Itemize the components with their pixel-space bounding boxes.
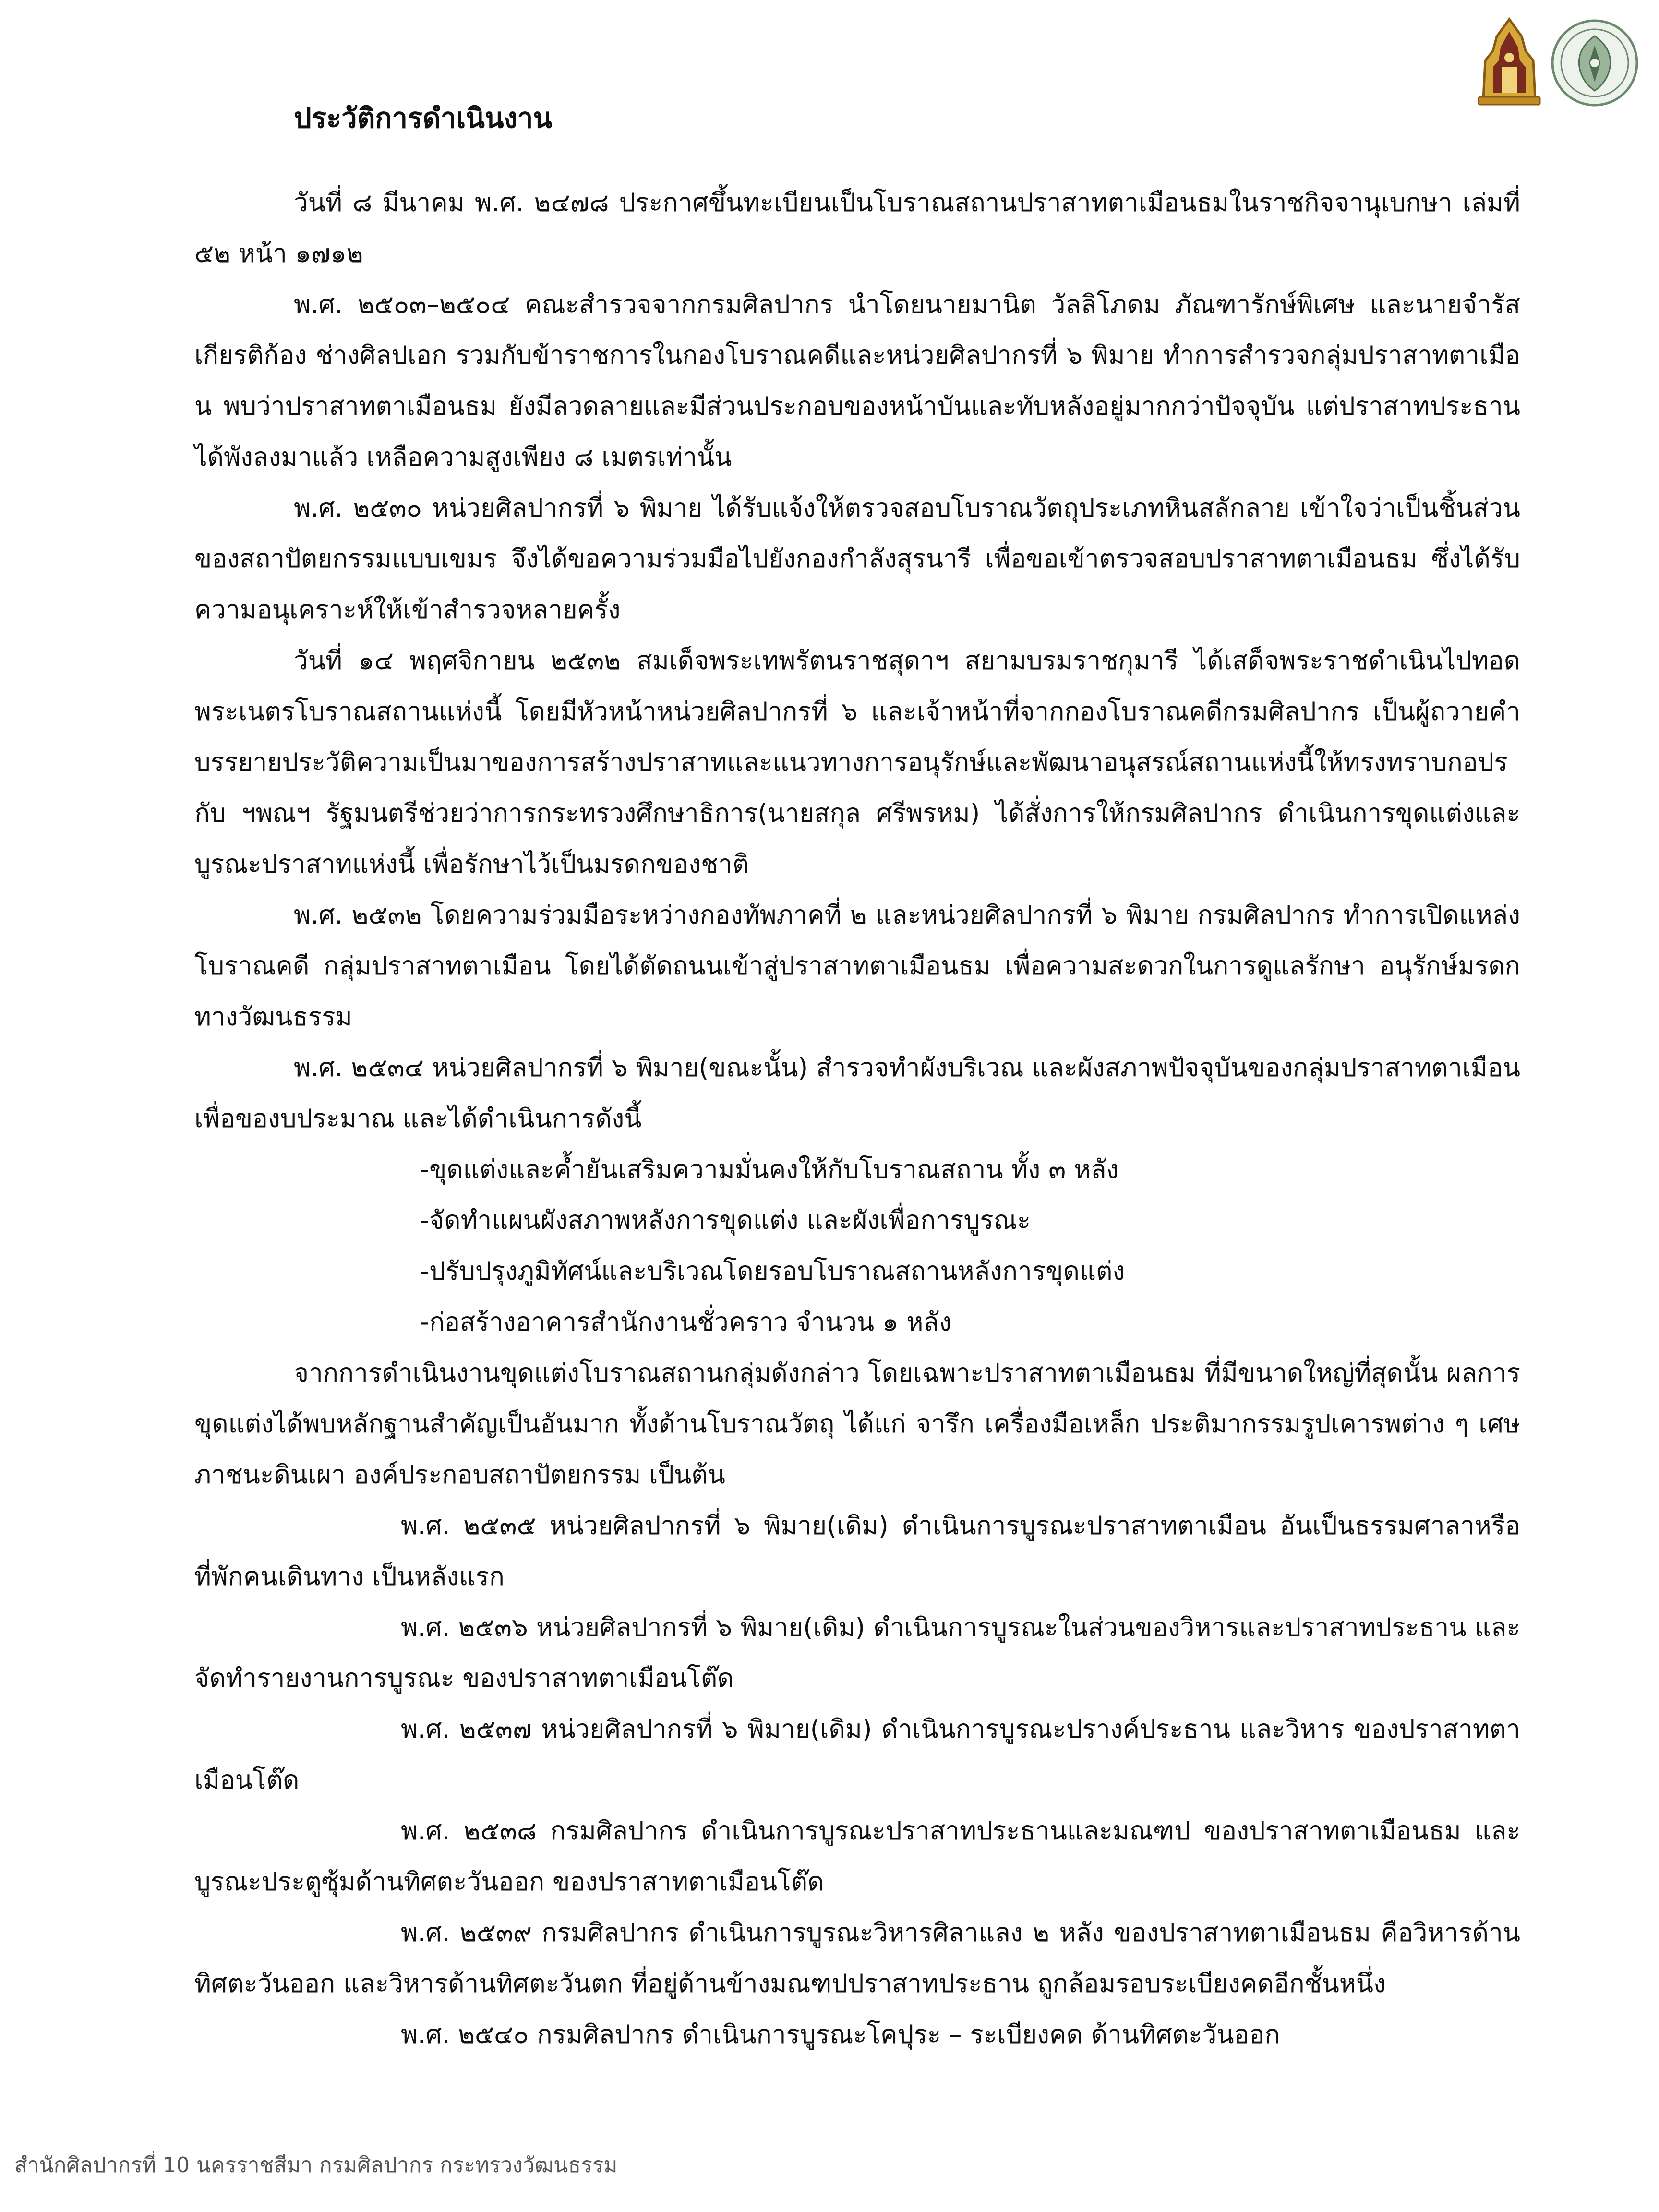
page-footer: สำนักศิลปากรที่ 10 นครราชสีมา กรมศิลปากร กระทรวงวัฒนธรรม xyxy=(14,2153,618,2177)
document-body xyxy=(194,178,1520,2060)
list-item: -จัดทำแผนผังสภาพหลังการขุดแต่ง และผังเพื่อการบูรณะ xyxy=(420,1206,1031,1235)
paragraph-survey-2503: พ.ศ. ๒๕๐๓–๒๕๐๔ คณะสำรวจจากกรมศิลปากร นำโดยนายมานิต วัลลิโภดม ภัณฑารักษ์พิเศษ และนายจำรัส เกียรติก้อง ช่างศิลปเอก รวมกับข้าราชการในกองโบราณคดีและหน่วยศิลปากรที่ ๖ พิมาย ทำการสำรวจกลุ่มปราสาทตาเมือน พบว่าปราสาทตาเมือนธม ยังมีลวดลายและมีส่วนประกอบของหน้าบันและทับหลังอยู่มากกว่าปัจจุบัน แต่ปราสาทประธานได้พังลงมาแล้ว เหลือความสูงเพียง ๘ เมตรเท่านั้น xyxy=(194,290,1520,472)
page-title: ประวัติการดำเนินงาน xyxy=(294,102,553,134)
paragraph-royal-visit: วันที่ ๑๔ พฤศจิกายน ๒๕๓๒ สมเด็จพระเทพรัตนราชสุดาฯ สยามบรมราชกุมารี ได้เสด็จพระราชดำเนินไปทอดพระเนตรโบราณสถานแห่งนี้ โดยมีหัวหน้าหน่วยศิลปากรที่ ๖ และเจ้าหน้าที่จากกองโบราณคดีกรมศิลปากร เป็นผู้ถวายคำบรรยายประวัติความเป็นมาของการสร้างปราสาทและแนวทางการอนุรักษ์และพัฒนาอนุสรณ์สถานแห่งนี้ให้ทรงทราบกอปรกับ ฯพณฯ รัฐมนตรีช่วยว่าการกระทรวงศึกษาธิการ(นายสกุล ศรีพรหม) ได้สั่งการให้กรมศิลปากร ดำเนินการขุดแต่งและบูรณะปราสาทแห่งนี้ เพื่อรักษาไว้เป็นมรดกของชาติ xyxy=(194,646,1520,879)
fine-arts-department-emblem-icon xyxy=(1476,17,1543,108)
paragraph-2535: พ.ศ. ๒๕๓๕ หน่วยศิลปากรที่ ๖ พิมาย(เดิม) ดำเนินการบูรณะปราสาทตาเมือน อันเป็นธรรมศาลาหรือที่พักคนเดินทาง เป็นหลังแรก xyxy=(194,1511,1520,1591)
list-item: -ปรับปรุงภูมิทัศน์และบริเวณโดยรอบโบราณสถานหลังการขุดแต่ง xyxy=(420,1257,1125,1286)
paragraph-excavation-results: จากการดำเนินงานขุดแต่งโบราณสถานกลุ่มดังกล่าว โดยเฉพาะปราสาทตาเมือนธม ที่มีขนาดใหญ่ที่สุดนั้น ผลการขุดแต่งได้พบหลักฐานสำคัญเป็นอันมาก ทั้งด้านโบราณวัตถุ ได้แก่ จารึก เครื่องมือเหล็ก ประติมากรรมรูปเคารพต่าง ๆ เศษภาชนะดินเผา องค์ประกอบสถาปัตยกรรม เป็นต้น xyxy=(194,1358,1520,1490)
header-logos xyxy=(1476,17,1639,108)
paragraph-2530: พ.ศ. ๒๕๓๐ หน่วยศิลปากรที่ ๖ พิมาย ได้รับแจ้งให้ตรวจสอบโบราณวัตถุประเภทหินสลักลาย เข้าใจว่าเป็นชิ้นส่วนของสถาปัตยกรรมแบบเขมร จึงได้ขอความร่วมมือไปยังกองกำลังสุรนารี เพื่อขอเข้าตรวจสอบปราสาทตาเมือนธม ซึ่งได้รับความอนุเคราะห์ให้เข้าสำรวจหลายครั้ง xyxy=(194,493,1520,625)
list-item: -ก่อสร้างอาคารสำนักงานชั่วคราว จำนวน ๑ หลัง xyxy=(420,1308,951,1337)
paragraph-2536: พ.ศ. ๒๕๓๖ หน่วยศิลปากรที่ ๖ พิมาย(เดิม) ดำเนินการบูรณะในส่วนของวิหารและปราสาทประธาน และจัดทำรายงานการบูรณะ ของปราสาทตาเมือนโต๊ด xyxy=(194,1613,1520,1693)
paragraph-2540: พ.ศ. ๒๕๔๐ กรมศิลปากร ดำเนินการบูรณะโคปุระ – ระเบียงคด ด้านทิศตะวันออก xyxy=(401,2020,1280,2049)
list-item: -ขุดแต่งและค้ำยันเสริมความมั่นคงให้กับโบราณสถาน ทั้ง ๓ หลัง xyxy=(420,1155,1119,1184)
paragraph-2532: พ.ศ. ๒๕๓๒ โดยความร่วมมือระหว่างกองทัพภาคที่ ๒ และหน่วยศิลปากรที่ ๖ พิมาย กรมศิลปากร ทำการเปิดแหล่งโบราณคดี กลุ่มปราสาทตาเมือน โดยได้ตัดถนนเข้าสู่ปราสาทตาเมือนธม เพื่อความสะดวกในการดูแลรักษา อนุรักษ์มรดกทางวัฒนธรรม xyxy=(194,901,1520,1032)
ministry-of-culture-seal-icon xyxy=(1551,19,1639,107)
paragraph-2539: พ.ศ. ๒๕๓๙ กรมศิลปากร ดำเนินการบูรณะวิหารศิลาแลง ๒ หลัง ของปราสาทตาเมือนธม คือวิหารด้านทิศตะวันออก และวิหารด้านทิศตะวันตก ที่อยู่ด้านข้างมณฑปปราสาทประธาน ถูกล้อมรอบระเบียงคดอีกชั้นหนึ่ง xyxy=(194,1918,1520,1998)
paragraph-2537: พ.ศ. ๒๕๓๗ หน่วยศิลปากรที่ ๖ พิมาย(เดิม) ดำเนินการบูรณะปรางค์ประธาน และวิหาร ของปราสาทตาเมือนโต๊ด xyxy=(194,1715,1520,1795)
paragraph-registration: วันที่ ๘ มีนาคม พ.ศ. ๒๔๗๘ ประกาศขึ้นทะเบียนเป็นโบราณสถานปราสาทตาเมือนธมในราชกิจจานุเบกษา เล่มที่ ๕๒ หน้า ๑๗๑๒ xyxy=(194,188,1520,268)
paragraph-2538: พ.ศ. ๒๕๓๘ กรมศิลปากร ดำเนินการบูรณะปราสาทประธานและมณฑป ของปราสาทตาเมือนธม และบูรณะประตูซุ้มด้านทิศตะวันออก ของปราสาทตาเมือนโต๊ด xyxy=(194,1816,1520,1897)
paragraph-2534: พ.ศ. ๒๕๓๔ หน่วยศิลปากรที่ ๖ พิมาย(ขณะนั้น) สำรวจทำผังบริเวณ และผังสภาพปัจจุบันของกลุ่มปราสาทตาเมือน เพื่อของบประมาณ และได้ดำเนินการดังนี้ xyxy=(194,1053,1520,1133)
